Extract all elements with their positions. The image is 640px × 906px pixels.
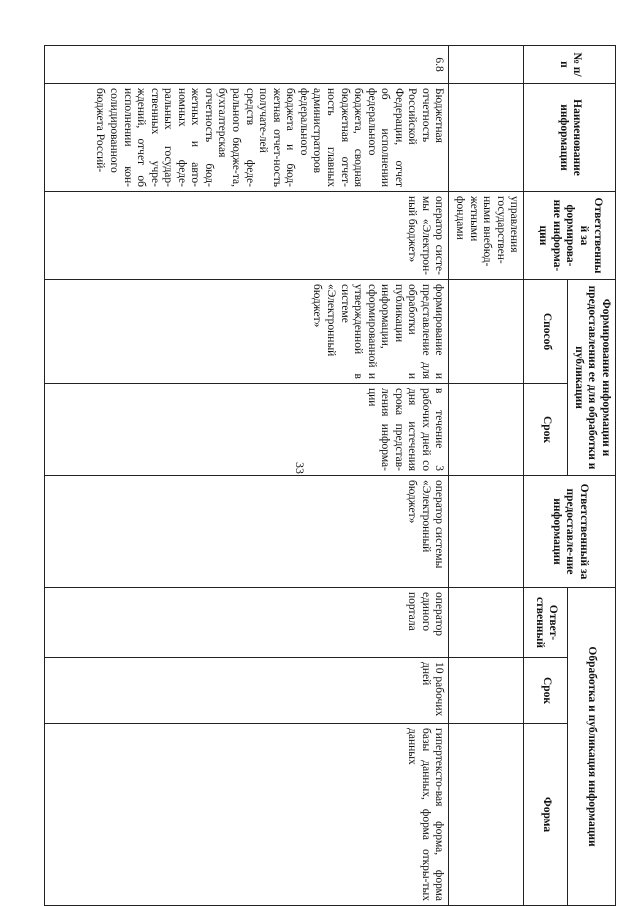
cell-srok2: 10 рабочих дней bbox=[45, 658, 449, 724]
cell-name: Бюджетная отчетность Российской Федерации, отчет об исполнении федерального бюджета, сводная бюджетная отчет-ность главных администраторов федерального бюджета и бюд-жетная отчет-ность получате-лей средств феде-рального бюдже-та, бухгалтерская отчетность бюд-жетных и авто-номных феде-ральных государ-ственных учре-ждений, отчет об исполнении кон-солидированного бюджета Россий- bbox=[45, 84, 449, 192]
cell-otvet: оператор единого портала bbox=[45, 588, 449, 658]
header-num: № п/п bbox=[524, 46, 616, 84]
publication-table bbox=[45, 45, 617, 906]
header-resp-form: Ответственный за формирова-ние информа-ции bbox=[524, 192, 616, 280]
cell-resp-prov: оператор системы «Электронный бюджет» bbox=[45, 476, 449, 588]
header-resp-prov: Ответственный за предоставле-ние информации bbox=[524, 476, 616, 588]
header-sposob: Способ bbox=[524, 280, 568, 384]
header-srok2: Срок bbox=[524, 658, 568, 724]
cell-num: 6.8 bbox=[45, 46, 449, 84]
table-row bbox=[45, 46, 449, 906]
table-row-prev bbox=[449, 46, 524, 906]
header-row-1 bbox=[568, 46, 616, 906]
header-group-proc: Обработка и публикация информации bbox=[568, 588, 616, 906]
cell-sposob: формирование и представление для обработки и публикации информации, сформированной и утвержденной в системе «Электронный бюджет» bbox=[45, 280, 449, 384]
header-name: Наименование информации bbox=[524, 84, 616, 192]
header-group-form: Формирование информации и предоставления ее для обработки и публикации bbox=[568, 280, 616, 476]
cell-prev-resp-form: управления государствен-ными внебюд-жетными фондами bbox=[449, 192, 524, 280]
rotated-page bbox=[60, 45, 616, 905]
cell-srok: в течение 3 рабочих дней со дня истечения срока представ-ления информа-ции bbox=[45, 384, 449, 476]
header-forma: Форма bbox=[524, 724, 568, 906]
cell-resp-form: оператор систе-мы «Электрон-ный бюджет» bbox=[45, 192, 449, 280]
header-otvet: Ответ-ственный bbox=[524, 588, 568, 658]
cell-forma: гипертексто-вая форма, форма базы данных, форма откры-тых данных bbox=[45, 724, 449, 906]
header-srok: Срок bbox=[524, 384, 568, 476]
page-number: 33 bbox=[293, 462, 307, 474]
